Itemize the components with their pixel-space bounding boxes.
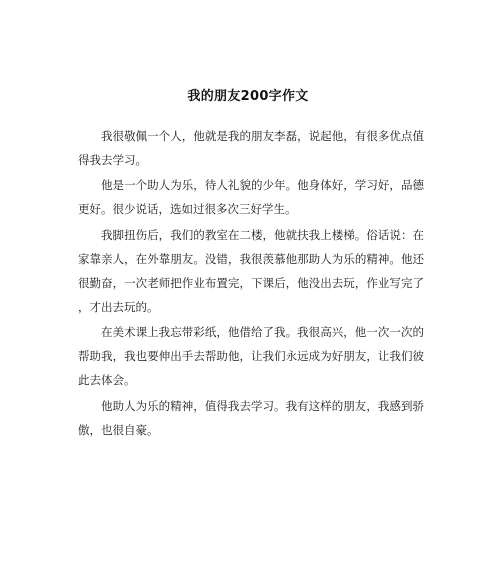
- document-body: [78, 124, 424, 443]
- paragraph: 我很敬佩一个人，他就是我的朋友李磊，说起他，有很多优点值得我去学习。: [78, 129, 424, 167]
- paragraph: 在美术课上我忘带彩纸，他借给了我。我很高兴，他一次一次的帮助我，我也要伸出手去帮助他，让我们永远成为好朋友，让我们彼此去体会。: [78, 325, 424, 388]
- paragraph: 他助人为乐的精神，值得我去学习。我有这样的朋友，我感到骄傲，也很自豪。: [78, 398, 424, 437]
- paragraph: 我脚扭伤后，我们的教室在二楼，他就扶我上楼梯。俗话说：在家靠亲人，在外靠朋友。没错，我很羡慕他那助人为乐的精神。他还很勤奋，一次老师把作业布置完，下课后，他没出去玩，作业写完了，才出去玩的。: [78, 227, 424, 314]
- document-title: 我的朋友200字作文: [187, 89, 309, 104]
- paragraph: 他是一个助人为乐，待人礼貌的少年。他身体好，学习好，品德更好。很少说话，选如过很多次三好学生。: [78, 178, 424, 217]
